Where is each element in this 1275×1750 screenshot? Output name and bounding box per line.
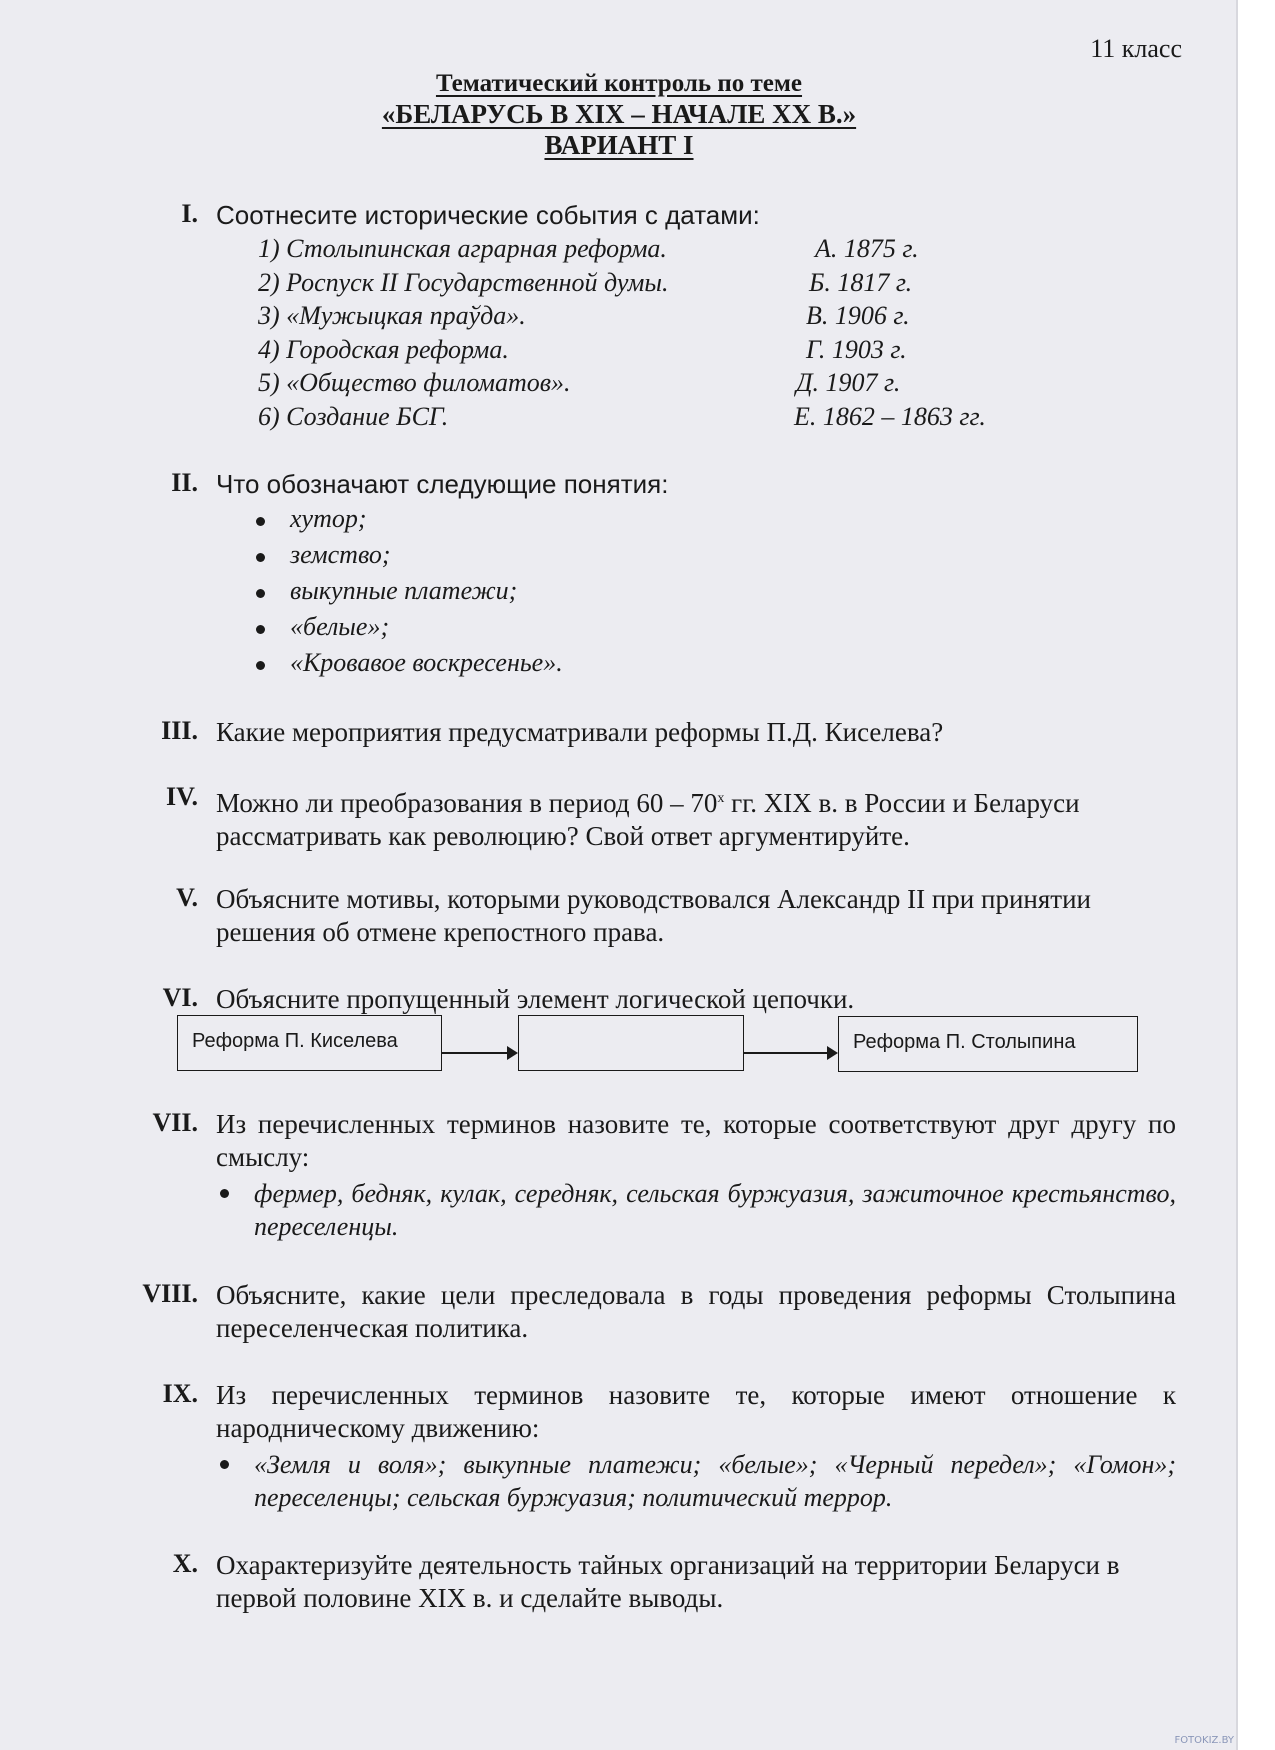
- document-title: [0, 68, 1238, 161]
- list-item: «белые»;: [256, 612, 563, 648]
- chain-arrow: [744, 1052, 836, 1054]
- date-item: В. 1906 г.: [806, 301, 910, 330]
- chain-box-stolypin: Реформа П. Столыпина: [838, 1016, 1138, 1072]
- event-item: 2) Роспуск II Государственной думы.: [258, 267, 669, 297]
- question-number: III.: [161, 716, 198, 745]
- question-number: X.: [172, 1549, 198, 1578]
- question-text: Объясните пропущенный элемент логической цепочки.: [216, 984, 855, 1014]
- grade-label: 11 класс: [1090, 34, 1182, 63]
- question-text: [216, 782, 1176, 853]
- matching-row: [258, 335, 1018, 369]
- event-item: 6) Создание БСГ.: [258, 401, 449, 431]
- superscript: х: [717, 791, 725, 806]
- date-item: А. 1875 г.: [815, 234, 919, 263]
- matching-row: [258, 402, 1018, 436]
- event-item: 1) Столыпинская аграрная реформа.: [258, 234, 667, 263]
- question-text: Из перечисленных терминов назовите те, которые имеют отношение к народническому движению:: [216, 1380, 1176, 1443]
- question-number: VII.: [152, 1108, 198, 1137]
- event-item: 3) «Мужыцкая праўда».: [258, 301, 526, 330]
- question-text: Объясните, какие цели преследовала в годы проведения реформы Столыпина переселенческая политика.: [216, 1280, 1176, 1343]
- title-line-2: «БЕЛАРУСЬ В XIX – НАЧАЛЕ XX В.»: [381, 99, 857, 129]
- question-text: Какие мероприятия предусматривали реформы П.Д. Киселева?: [216, 717, 944, 747]
- matching-row: [258, 234, 1018, 268]
- event-item: 4) Городская реформа.: [258, 334, 509, 364]
- question-number: VI.: [162, 983, 198, 1012]
- matching-table: [258, 234, 1018, 435]
- list-item: фермер, бедняк, кулак, середняк, сельская буржуазия, зажиточное крестьянство, переселенцы.: [216, 1177, 1176, 1243]
- matching-row: [258, 301, 1018, 335]
- term-list: [216, 1177, 1176, 1243]
- question-text-part: Можно ли преобразования в период 60 – 70: [216, 788, 718, 818]
- title-line-1: Тематический контроль по теме: [435, 70, 803, 97]
- question-number: IX.: [162, 1379, 198, 1408]
- list-item: «Кровавое воскресенье».: [256, 648, 563, 684]
- question-number: V.: [176, 883, 198, 912]
- concept-list: [256, 504, 563, 684]
- list-item: хутор;: [256, 504, 563, 540]
- event-item: 5) «Общество филоматов».: [258, 368, 571, 397]
- list-item: выкупные платежи;: [256, 576, 563, 612]
- chain-box-missing: [518, 1015, 744, 1071]
- question-number: I.: [181, 199, 198, 228]
- question-text: Объясните мотивы, которыми руководствовался Александр II при принятии решения об отмене крепостного права.: [216, 884, 1091, 947]
- date-item: Е. 1862 – 1863 гг.: [794, 401, 986, 431]
- chain-arrow: [442, 1052, 516, 1054]
- list-item: земство;: [256, 540, 563, 576]
- question-text: Из перечисленных терминов назовите те, которые соответствуют друг другу по смыслу:: [216, 1109, 1176, 1172]
- question-number: II.: [171, 468, 198, 497]
- date-item: Г. 1903 г.: [806, 334, 907, 364]
- date-item: Б. 1817 г.: [809, 267, 913, 297]
- question-number: IV.: [165, 782, 198, 811]
- list-item: «Земля и воля»; выкупные платежи; «белые»; «Черный передел»; «Гомон»; переселенцы; сельская буржуазия; политический террор.: [216, 1448, 1176, 1514]
- title-line-3: ВАРИАНТ I: [544, 130, 694, 160]
- question-text-part: гг. XIX в. в России и Беларуси рассматривать как революцию? Свой ответ аргументируйте.: [216, 788, 1080, 851]
- question-text: Соотнесите исторические события с датами:: [216, 200, 760, 230]
- matching-row: [258, 268, 1018, 302]
- matching-row: [258, 368, 1018, 402]
- chain-box-kiselev: Реформа П. Киселева: [177, 1015, 442, 1071]
- date-item: Д. 1907 г.: [796, 368, 901, 397]
- question-text: Что обозначают следующие понятия:: [216, 469, 669, 499]
- question-text: Охарактеризуйте деятельность тайных организаций на территории Беларуси в первой половине XIX в. и сделайте выводы.: [216, 1550, 1120, 1613]
- question-number: VIII.: [142, 1279, 198, 1308]
- watermark: FOTOKIZ.BY: [1174, 1735, 1234, 1746]
- term-list: [216, 1448, 1176, 1514]
